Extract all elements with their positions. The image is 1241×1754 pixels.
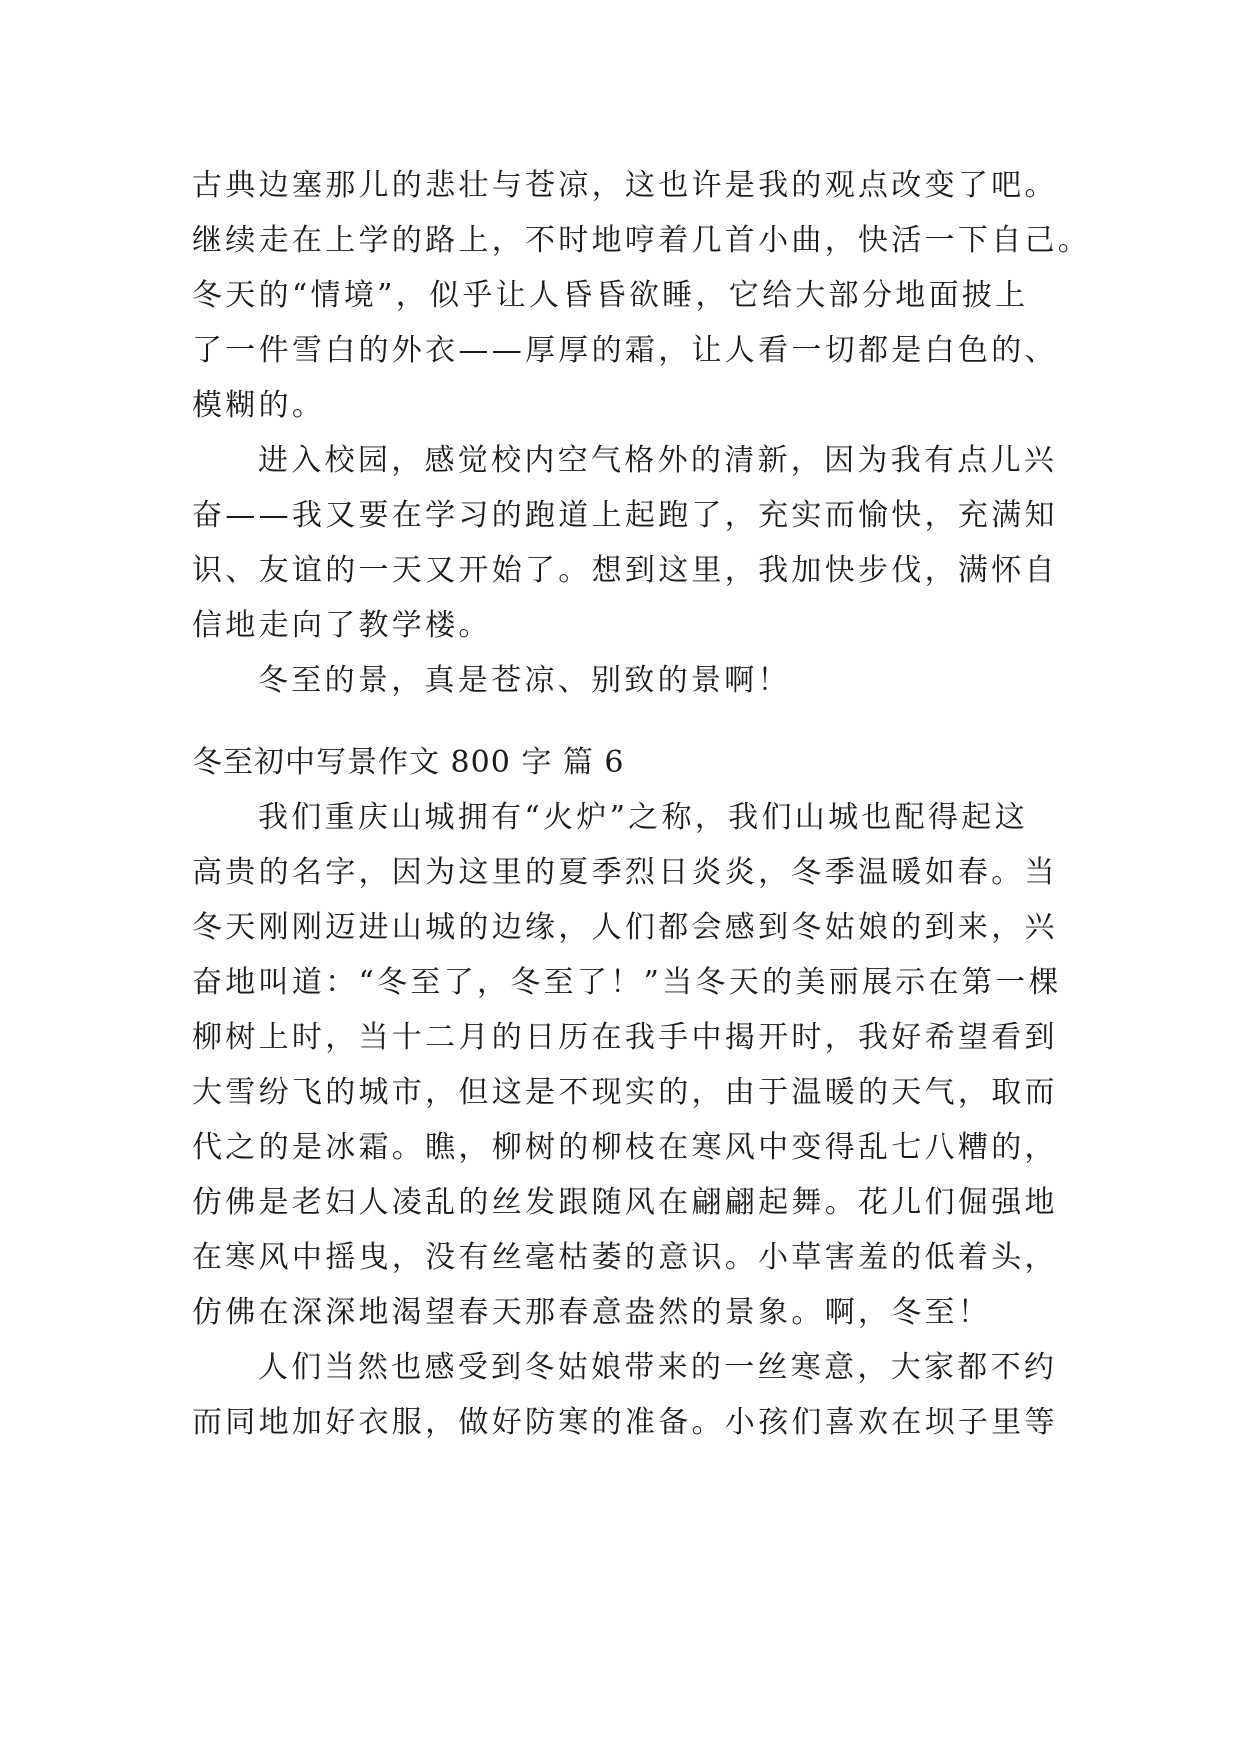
paragraph <box>192 433 1072 653</box>
paragraph <box>192 1340 1072 1450</box>
text-line: 仿佛在深深地渴望春天那春意盎然的景象。啊，冬至！ <box>192 1295 992 1330</box>
text-line: 柳树上时，当十二月的日历在我手中揭开时，我好希望看到 <box>192 1020 1058 1055</box>
text-line: 冬天刚刚迈进山城的边缘，人们都会感到冬姑娘的到来，兴 <box>192 910 1058 945</box>
paragraph <box>192 653 1072 708</box>
text-line: 模糊的。 <box>192 388 326 423</box>
text-line: 大雪纷飞的城市，但这是不现实的，由于温暖的天气，取而 <box>192 1075 1058 1110</box>
section-heading <box>192 735 1072 790</box>
text-line: 信地走向了教学楼。 <box>192 608 492 643</box>
text-body <box>192 158 1092 1450</box>
text-line: 仿佛是老妇人凌乱的丝发跟随风在翩翩起舞。花儿们倔强地 <box>192 1185 1058 1220</box>
text-line: 识、友谊的一天又开始了。想到这里，我加快步伐，满怀自 <box>192 553 1058 588</box>
text-line: 冬至的景，真是苍凉、别致的景啊！ <box>258 663 791 698</box>
text-line: 高贵的名字，因为这里的夏季烈日炎炎，冬季温暖如春。当 <box>192 855 1058 890</box>
text-line: 进入校园，感觉校内空气格外的清新，因为我有点儿兴 <box>258 443 1058 478</box>
text-line: 人们当然也感受到冬姑娘带来的一丝寒意，大家都不约 <box>258 1350 1058 1385</box>
heading-text: 冬至初中写景作文 800 字 篇 6 <box>192 745 625 780</box>
text-line: 代之的是冰霜。瞧，柳树的柳枝在寒风中变得乱七八糟的， <box>192 1130 1058 1165</box>
text-line: 古典边塞那儿的悲壮与苍凉，这也许是我的观点改变了吧。 <box>192 168 1058 203</box>
document-page <box>192 158 1092 1450</box>
paragraph <box>192 790 1072 1340</box>
text-line: 在寒风中摇曳，没有丝毫枯萎的意识。小草害羞的低着头， <box>192 1240 1058 1275</box>
text-line: 了一件雪白的外衣——厚厚的霜，让人看一切都是白色的、 <box>192 333 1058 368</box>
paragraph <box>192 158 1092 433</box>
section-gap <box>192 708 1072 735</box>
text-line: 继续走在上学的路上，不时地哼着几首小曲，快活一下自己。 <box>192 223 1092 258</box>
text-line: 我们重庆山城拥有“火炉”之称，我们山城也配得起这 <box>258 800 1028 835</box>
text-line: 奋地叫道：“冬至了，冬至了！”当冬天的美丽展示在第一棵 <box>192 965 1062 1000</box>
text-line: 奋——我又要在学习的跑道上起跑了，充实而愉快，充满知 <box>192 498 1058 533</box>
text-line: 冬天的“情境”，似乎让人昏昏欲睡，它给大部分地面披上 <box>192 278 1029 313</box>
text-line: 而同地加好衣服，做好防寒的准备。小孩们喜欢在坝子里等 <box>192 1405 1058 1440</box>
